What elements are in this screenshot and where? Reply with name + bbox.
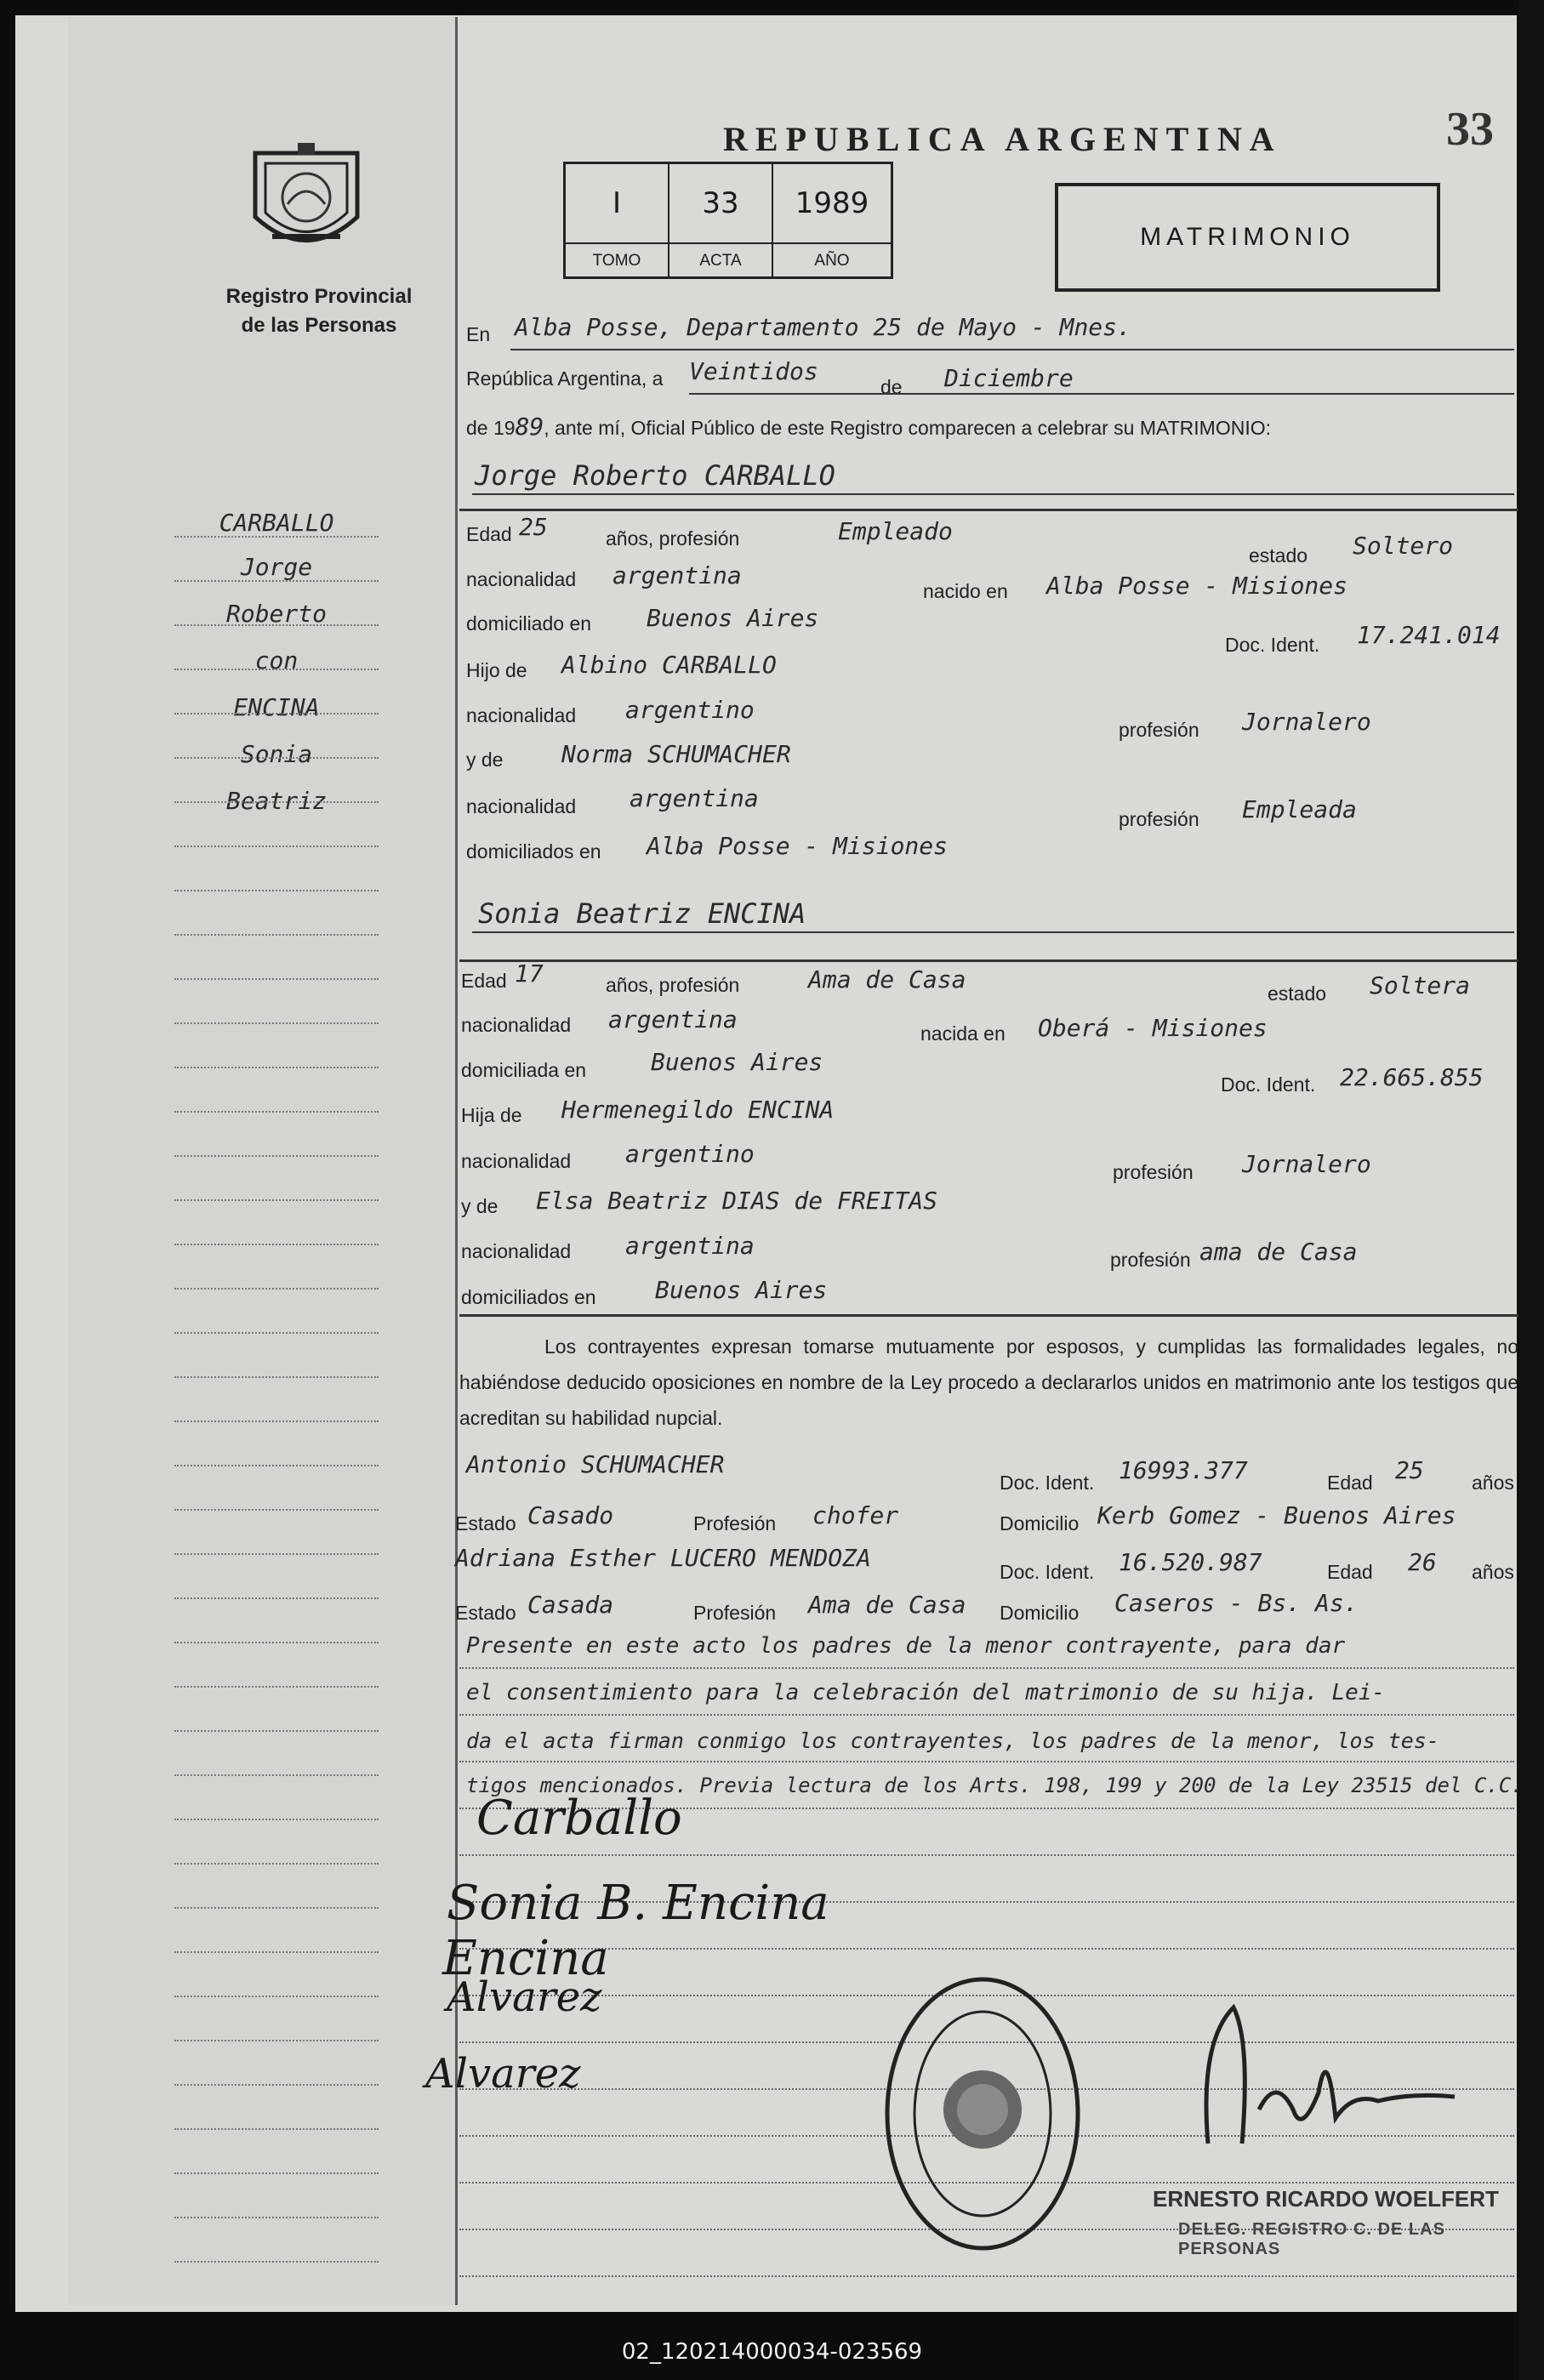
declaration-text: Los contrayentes expresan tomarse mutuamente por esposos, y cumplidas las formalidades legales, no habiéndose deducido oposiciones en nombre de la Ley procedo a declararlos unidos en matrimonio ante los testigos que acreditan su habilidad nupcial. <box>459 1335 1518 1429</box>
groom-mother: Norma SCHUMACHER <box>561 740 791 768</box>
official-signature-scribble <box>1182 1990 1463 2161</box>
nacido-label: nacido en <box>923 580 1008 602</box>
margin-ruled-line <box>174 1199 379 1201</box>
margin-ruled-line <box>174 1332 379 1334</box>
margin-ruled-line <box>174 1863 379 1865</box>
margin-ruled-line <box>174 978 379 980</box>
yde-label: y de <box>461 1195 499 1217</box>
doc-label: Doc. Ident. <box>1225 634 1320 656</box>
witness-1-name: Antonio SCHUMACHER <box>466 1450 725 1478</box>
republica-label: República Argentina, a <box>466 367 664 390</box>
bride-mother: Elsa Beatriz DIAS de FREITAS <box>536 1187 938 1215</box>
bride-birthplace: Oberá - Misiones <box>1038 1014 1268 1042</box>
margin-ruled-line <box>174 1597 379 1599</box>
body-ruled-line <box>459 1761 1514 1762</box>
signature: Encina <box>442 1931 609 1986</box>
estado-label: Estado <box>455 1512 516 1534</box>
margin-ruled-line <box>174 624 379 626</box>
margin-ruled-line <box>174 2128 379 2130</box>
margin-ruled-line <box>174 1774 379 1776</box>
margin-ruled-line <box>174 1951 379 1953</box>
signature: Alvarez <box>447 1973 602 2021</box>
profesion-label: Profesión <box>693 1602 777 1624</box>
note-line: da el acta firman conmigo los contrayentes, los padres de la menor, los tes- <box>466 1728 1439 1753</box>
doc-label: Doc. Ident. <box>1000 1472 1095 1494</box>
hijo-label: Hijo de <box>466 659 527 681</box>
groom-mother-nationality: argentina <box>630 784 759 812</box>
nacionalidad-label: nacionalidad <box>466 704 577 726</box>
margin-ruled-line <box>174 1421 379 1422</box>
page-number: 33 <box>1446 103 1494 156</box>
body-ruled-line <box>459 2275 1514 2277</box>
domiciliados-label: domiciliados en <box>466 840 601 863</box>
yde-label: y de <box>466 749 504 771</box>
ante-text: , ante mí, Oficial Público de este Registro comparecen a celebrar su MATRIMONIO: <box>544 417 1272 439</box>
bride-father: Hermenegildo ENCINA <box>561 1096 835 1124</box>
note-line: el consentimiento para la celebración del matrimonio de su hija. Lei- <box>466 1680 1386 1705</box>
witness-2-status: Casada <box>527 1591 614 1619</box>
month-value: Diciembre <box>944 364 1074 392</box>
body-ruled-line <box>459 1948 1514 1950</box>
margin-ruled-line <box>174 801 379 803</box>
domicilio-label: Domicilio <box>1000 1512 1080 1534</box>
doc-label: Doc. Ident. <box>1221 1073 1316 1096</box>
bride-father-profession: Jornalero <box>1242 1150 1371 1178</box>
margin-ruled-line <box>174 2217 379 2218</box>
ano-value: 1989 <box>795 186 869 220</box>
witness-2-age: 26 <box>1408 1548 1437 1576</box>
margin-ruled-line <box>174 1155 379 1157</box>
margin-ruled-line <box>174 1244 379 1245</box>
nacionalidad-label: nacionalidad <box>461 1240 572 1262</box>
registry-name: Registro Provincial de las Personas <box>225 285 413 337</box>
groom-father: Albino CARBALLO <box>561 651 777 679</box>
anos-label: años <box>1472 1561 1514 1583</box>
profesion-label: profesión <box>1119 719 1199 741</box>
place-value: Alba Posse, Departamento 25 de Mayo - Mnes. <box>515 313 1131 341</box>
signature: Carballo <box>476 1791 682 1846</box>
margin-note: Beatriz <box>225 787 327 815</box>
margin-ruled-line <box>174 2040 379 2041</box>
margin-ruled-line <box>174 713 379 715</box>
province-seal-logo <box>247 136 366 264</box>
witness-1-address: Kerb Gomez - Buenos Aires <box>1097 1501 1456 1529</box>
margin-ruled-line <box>174 1819 379 1820</box>
margin-note: Roberto <box>225 600 327 628</box>
bride-mother-nationality: argentina <box>625 1232 755 1260</box>
official-stamp <box>880 1973 1085 2254</box>
nacionalidad-label: nacionalidad <box>466 568 577 590</box>
groom-address: Buenos Aires <box>647 604 819 632</box>
margin-ruled-line <box>174 2261 379 2263</box>
margin-ruled-line <box>174 1509 379 1511</box>
witness-2-doc: 16.520.987 <box>1119 1548 1262 1576</box>
groom-profession: Empleado <box>838 517 953 545</box>
margin-note: CARBALLO <box>219 509 334 537</box>
margin-ruled-line <box>174 2172 379 2174</box>
day-value: Veintidos <box>689 357 818 385</box>
act-type-box: MATRIMONIO <box>1055 183 1440 292</box>
bride-name: Sonia Beatriz ENCINA <box>478 897 806 930</box>
nacionalidad-label: nacionalidad <box>461 1150 572 1172</box>
year-prefix: de 19 <box>466 417 516 439</box>
note-line: Presente en este acto los padres de la menor contrayente, para dar <box>466 1633 1346 1659</box>
margin-ruled-line <box>174 890 379 891</box>
official-title: DELEG. REGISTRO C. DE LAS PERSONAS <box>1178 2220 1445 2258</box>
bride-mother-profession: ama de Casa <box>1199 1238 1358 1266</box>
groom-parents-address: Alba Posse - Misiones <box>647 832 949 860</box>
nacida-label: nacida en <box>920 1022 1006 1045</box>
profesion-label: profesión <box>1119 808 1199 830</box>
bride-address: Buenos Aires <box>651 1048 823 1076</box>
domiciliados-label: domiciliados en <box>461 1286 596 1308</box>
anos-label: años <box>1472 1472 1514 1494</box>
margin-note: Jorge <box>240 553 313 581</box>
witness-2-profession: Ama de Casa <box>808 1591 966 1619</box>
witness-1-status: Casado <box>527 1501 614 1529</box>
margin-note: Sonia <box>240 740 313 768</box>
margin-ruled-line <box>174 1288 379 1290</box>
margin-ruled-line <box>174 1642 379 1643</box>
bride-parents-address: Buenos Aires <box>655 1276 828 1304</box>
groom-doc: 17.241.014 <box>1357 621 1501 649</box>
signature: Alvarez <box>425 2050 581 2098</box>
margin-note: ENCINA <box>233 693 320 721</box>
domicilio-label: Domicilio <box>1000 1602 1080 1624</box>
domiciliado-label: domiciliado en <box>466 612 592 635</box>
margin-ruled-line <box>174 757 379 759</box>
bride-father-nationality: argentino <box>625 1140 755 1168</box>
acta-value: 33 <box>669 164 773 242</box>
acta-label: ACTA <box>669 242 773 278</box>
edad-label: Edad <box>1327 1472 1373 1494</box>
groom-name: Jorge Roberto CARBALLO <box>475 459 835 492</box>
witness-1-age: 25 <box>1395 1456 1424 1484</box>
groom-age: 25 <box>519 513 548 541</box>
margin-ruled-line <box>174 1553 379 1555</box>
signature: Sonia B. Encina <box>447 1876 829 1931</box>
margin-ruled-line <box>174 846 379 847</box>
groom-father-profession: Jornalero <box>1242 708 1371 736</box>
witness-1-doc: 16993.377 <box>1119 1456 1248 1484</box>
image-id-caption: 02_120214000034-023569 <box>621 2339 923 2365</box>
margin-ruled-line <box>174 1907 379 1909</box>
witness-2-name: Adriana Esther LUCERO MENDOZA <box>455 1544 871 1572</box>
bride-profession: Ama de Casa <box>808 965 966 994</box>
groom-nationality: argentina <box>612 561 742 589</box>
groom-father-nationality: argentino <box>625 696 755 724</box>
groom-status: Soltero <box>1353 532 1454 560</box>
de-label: de <box>880 376 903 398</box>
year-value: 89 <box>515 413 544 441</box>
nacionalidad-label: nacionalidad <box>461 1014 572 1036</box>
witness-2-address: Caseros - Bs. As. <box>1114 1589 1359 1617</box>
note-line: tigos mencionados. Previa lectura de los Arts. 198, 199 y 200 de la Ley 23515 del C.C. <box>466 1774 1524 1797</box>
anos-profesion-label: años, profesión <box>606 527 740 549</box>
margin-column <box>68 17 458 2305</box>
profesion-label: profesión <box>1110 1249 1191 1271</box>
estado-label: estado <box>1249 544 1308 567</box>
bride-nationality: argentina <box>608 1005 738 1033</box>
margin-ruled-line <box>174 1686 379 1688</box>
margin-note: con <box>254 646 299 675</box>
margin-ruled-line <box>174 1111 379 1113</box>
body-ruled-line <box>459 1667 1514 1669</box>
estado-label: estado <box>1268 982 1327 1005</box>
official-name: ERNESTO RICARDO WOELFERT <box>1153 2186 1499 2212</box>
body-ruled-line <box>459 1854 1514 1856</box>
body-ruled-line <box>459 1714 1514 1716</box>
margin-ruled-line <box>174 2084 379 2086</box>
ano-label: AÑO <box>773 242 891 278</box>
edad-label: Edad <box>1327 1561 1373 1583</box>
groom-mother-profession: Empleada <box>1242 795 1357 823</box>
margin-ruled-line <box>174 1022 379 1024</box>
profesion-label: profesión <box>1113 1161 1194 1183</box>
bride-doc: 22.665.855 <box>1340 1063 1484 1091</box>
margin-ruled-line <box>174 580 379 582</box>
margin-ruled-line <box>174 536 379 538</box>
edad-label: Edad <box>461 970 507 992</box>
margin-ruled-line <box>174 1465 379 1466</box>
hija-label: Hija de <box>461 1104 522 1126</box>
doc-label: Doc. Ident. <box>1000 1561 1095 1583</box>
en-label: En <box>466 323 491 345</box>
groom-birthplace: Alba Posse - Misiones <box>1046 572 1348 600</box>
edad-label: Edad <box>466 523 512 545</box>
bride-status: Soltera <box>1370 971 1471 999</box>
margin-ruled-line <box>174 669 379 670</box>
tomo-value: I <box>566 164 669 242</box>
margin-ruled-line <box>174 1996 379 1997</box>
margin-ruled-line <box>174 934 379 936</box>
profesion-label: Profesión <box>693 1512 777 1534</box>
margin-ruled-line <box>174 1730 379 1732</box>
domiciliada-label: domiciliada en <box>461 1059 587 1081</box>
estado-label: Estado <box>455 1602 516 1624</box>
bride-age: 17 <box>515 959 544 988</box>
margin-ruled-line <box>174 1376 379 1378</box>
anos-profesion-label: años, profesión <box>606 974 740 996</box>
tomo-label: TOMO <box>566 242 669 278</box>
witness-1-profession: chofer <box>812 1501 899 1529</box>
margin-ruled-line <box>174 1067 379 1068</box>
registry-number-box <box>563 162 893 279</box>
country-title: REPUBLICA ARGENTINA <box>723 120 1282 158</box>
nacionalidad-label: nacionalidad <box>466 795 577 817</box>
